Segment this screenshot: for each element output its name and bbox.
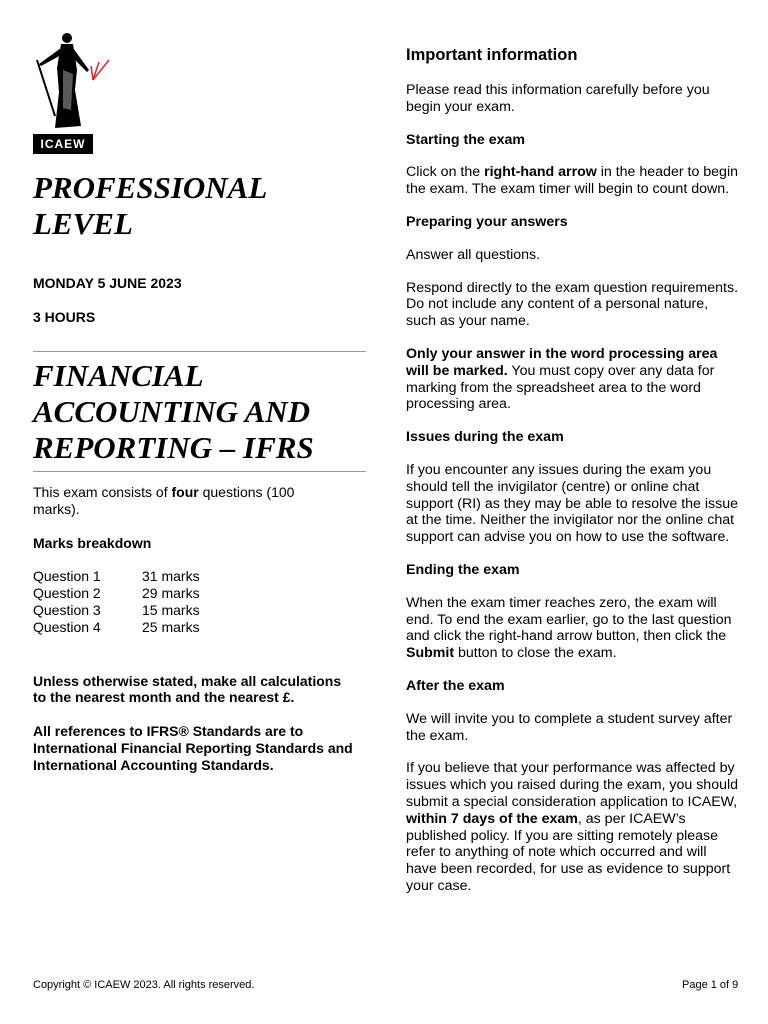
- intro-paragraph: Please read this information carefully before you begin your exam.: [406, 82, 710, 115]
- preparing-bold: Only your answer in the word processing area will be marked.: [406, 345, 718, 379]
- ending-text: When the exam timer reaches zero, the exam will end. To end the exam earlier, go to the last question and click the right-hand arrow button, then click the: [406, 594, 732, 645]
- rounding-note: Unless otherwise stated, make all calculations to the nearest month and the nearest £.: [33, 672, 342, 706]
- exam-intro: [33, 484, 333, 518]
- standards-note: All references to IFRS® Standards are to International Financial Reporting Standards and International Accounting Standards.: [33, 723, 353, 773]
- copyright-footer: Copyright © ICAEW 2023. All rights reserved.: [33, 979, 255, 991]
- marks-table: [33, 568, 200, 635]
- subject-line-3: REPORTING – IFRS: [33, 430, 314, 465]
- after-bold: within 7 days of the exam: [406, 810, 578, 827]
- intro-bold: four: [171, 484, 199, 500]
- preparing-heading: Preparing your answers: [406, 213, 568, 230]
- question-marks: 29 marks: [142, 585, 200, 602]
- question-label: Question 2: [33, 585, 101, 602]
- after-heading: After the exam: [406, 677, 505, 694]
- table-row: [33, 602, 200, 619]
- intro-text-after: questions (100 marks).: [33, 484, 295, 517]
- ending-heading: Ending the exam: [406, 561, 520, 578]
- page-number: Page 1 of 9: [682, 979, 739, 991]
- question-label: Question 3: [33, 601, 101, 618]
- left-column: [33, 30, 366, 774]
- exam-date: MONDAY 5 JUNE 2023: [33, 275, 182, 291]
- exam-duration: 3 HOURS: [33, 309, 96, 325]
- subject-title: [33, 358, 366, 466]
- ending-bold: Submit: [406, 645, 455, 662]
- after-paragraph-1: We will invite you to complete a student survey after the exam.: [406, 710, 733, 744]
- issues-heading: Issues during the exam: [406, 429, 564, 446]
- after-text-after: , as per ICAEW’s published policy. If you are sitting remotely please refer to anything of note which occurred and will have been recorded, for use as evidence to support your case.: [406, 810, 731, 894]
- starting-paragraph: [406, 164, 738, 198]
- preparing-paragraph-2: Respond directly to the exam question requirements. Do not include any content of a personal nature, such as your name.: [406, 279, 739, 330]
- table-row: [33, 585, 200, 602]
- preparing-text-after: You must copy over any data for marking from the spreadsheet area to the word processing area.: [406, 362, 715, 413]
- level-line-2: LEVEL: [33, 206, 133, 241]
- table-row: [33, 568, 200, 585]
- preparing-paragraph-1: Answer all questions.: [406, 246, 541, 263]
- issues-paragraph: If you encounter any issues during the exam you should tell the invigilator (centre) or online chat support (RI) as they may be able to resolve the issue at the time. Neither the invigilator nor the online chat support can advise you on how to use the software.: [406, 461, 738, 546]
- question-label: Question 4: [33, 618, 101, 635]
- justice-figure-icon: [33, 30, 123, 134]
- ending-text-after: button to close the exam.: [454, 645, 617, 662]
- question-marks: 31 marks: [142, 568, 200, 585]
- starting-text-after: in the header to begin the exam. The exam timer will begin to count down.: [406, 164, 738, 198]
- starting-heading: Starting the exam: [406, 131, 526, 148]
- ending-paragraph: [406, 595, 738, 662]
- starting-bold: right-hand arrow: [484, 164, 597, 181]
- icaew-logo: [33, 30, 123, 154]
- question-label: Question 1: [33, 568, 101, 585]
- starting-text: Click on the: [406, 164, 485, 181]
- preparing-paragraph-3: [406, 346, 738, 413]
- table-row: [33, 619, 200, 636]
- level-line-1: PROFESSIONAL: [33, 170, 268, 205]
- level-title: [33, 170, 366, 242]
- question-marks: 25 marks: [142, 618, 200, 635]
- important-info-title: Important information: [406, 46, 578, 64]
- intro-text: This exam consists of: [33, 484, 172, 500]
- right-column: [406, 46, 738, 895]
- logo-wordmark: ICAEW: [33, 134, 93, 154]
- marks-heading: Marks breakdown: [33, 534, 152, 551]
- subject-line-2: ACCOUNTING AND: [33, 394, 311, 429]
- after-paragraph-2: [406, 760, 738, 894]
- question-marks: 15 marks: [142, 601, 200, 618]
- subject-line-1: FINANCIAL: [33, 358, 204, 393]
- after-text: If you believe that your performance was affected by issues which you raised during the exam, you should submit a special consideration application to ICAEW,: [406, 760, 739, 810]
